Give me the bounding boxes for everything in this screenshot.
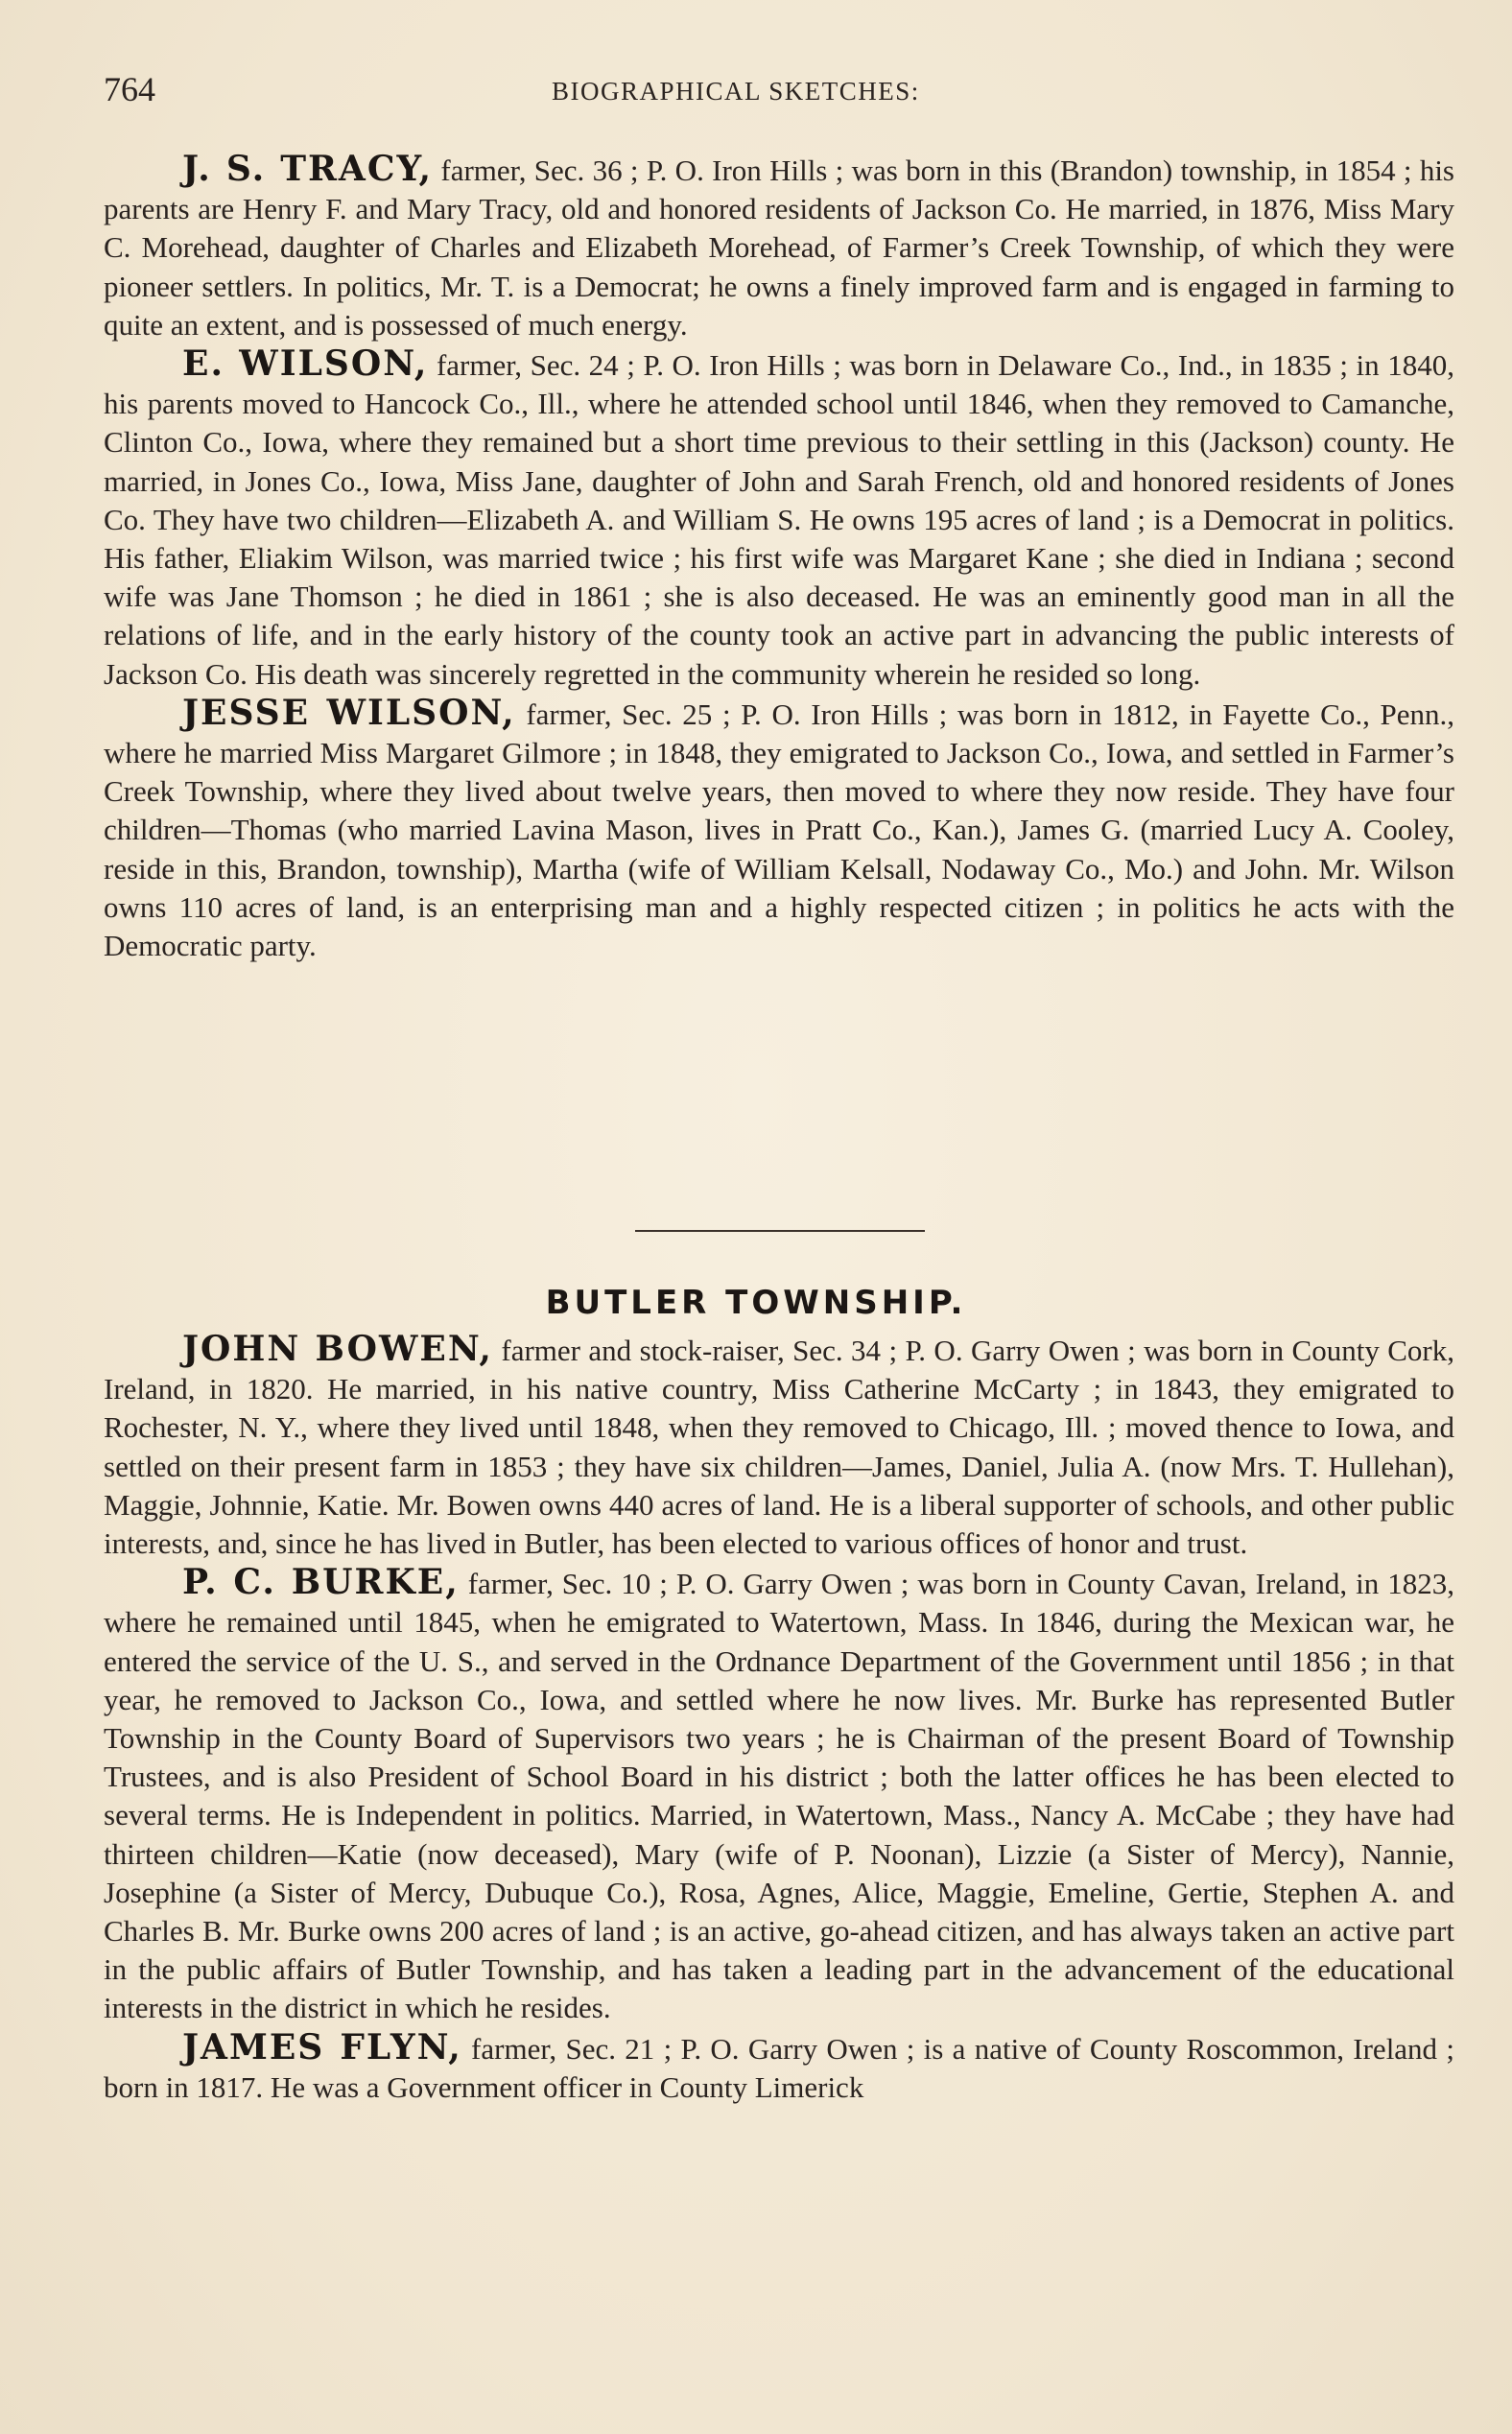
page-number: 764 [104,70,155,108]
sketch-entry-e-wilson [104,344,1454,694]
sketch-entry-flyn [104,2028,1454,2107]
entry-name: J. S. TRACY, [182,149,434,189]
entry-text: farmer, Sec. 24 ; P. O. Iron Hills ; was born in Delaware Co., Ind., in 1835 ; in 1840, his parents moved to Hancock Co., Ill., where he attended school until 1846, when they removed to Camanche, Clinton Co., Iowa, where they remained but a short time previous to their settling in this (Jackson) county. He married, in Jones Co., Iowa, Miss Jane, daughter of John and Sarah French, old and honored residents of Jones Co. They have two children—Elizabeth A. and William S. He owns 195 acres of land ; is a Democrat in politics. His father, Eliakim Wilson, was married twice ; his first wife was Margaret Kane ; she died in Indiana ; second wife was Jane Thomson ; he died in 1861 ; she is also deceased. He was an eminently good man in all the relations of life, and in the early history of the county took an active part in advancing the public interests of Jackson Co. His death was sincerely regretted in the community wherein he resided so long. [104,348,1454,691]
entry-text: farmer, Sec. 10 ; P. O. Garry Owen ; was born in County Cavan, Ireland, in 1823, where he remained until 1845, when he emigrated to Watertown, Mass. In 1846, during the Mexican war, he entered the service of the U. S., and served in the Ordnance Department of the Government until 1856 ; in that year, he removed to Jackson Co., Iowa, and settled where he now lives. Mr. Burke has represented Butler Township in the County Board of Supervisors two years ; he is Chairman of the present Board of Township Trustees, and is also President of School Board in his district ; both the latter offices he has been elected to several terms. He is Independent in politics. Married, in Watertown, Mass., Nancy A. McCabe ; they have had thirteen children—Katie (now deceased), Mary (wife of P. Noonan), Lizzie (a Sister of Mercy), Nannie, Josephine (a Sister of Mercy, Dubuque Co.), Rosa, Agnes, Alice, Maggie, Emeline, Gertie, Stephen A. and Charles B. Mr. Burke owns 200 acres of land ; is an active, go-ahead citizen, and has always taken an active part in the public affairs of Butler Township, and has taken a leading part in the advancement of the educational interests in the district in which he resides. [104,1567,1455,2025]
section-heading: BUTLER TOWNSHIP. [545,1284,967,1322]
sketches-block-lower [104,1330,1454,2107]
sketch-entry-burke [104,1563,1454,2027]
sketch-entry-tracy [104,150,1454,344]
running-head [104,69,1454,117]
entry-name: JOHN BOWEN, [182,1329,493,1369]
entry-name: P. C. BURKE, [182,1562,460,1603]
sketch-entry-jesse-wilson [104,694,1454,965]
entry-text: farmer, Sec. 21 ; P. O. Garry Owen ; is a native of County Roscommon, Ireland ; born in 1817. He was a Government officer in County Limerick [104,2031,1454,2104]
running-title: BIOGRAPHICAL SKETCHES: [552,77,920,106]
sketches-block-upper [104,150,1454,965]
entry-name: E. WILSON, [182,343,429,385]
section-divider [635,1230,925,1232]
entry-name: JAMES FLYN, [182,2026,462,2068]
entry-text: farmer, Sec. 36 ; P. O. Iron Hills ; was born in this (Brandon) township, in 1854 ; his parents are Henry F. and Mary Tracy, old and honored residents of Jackson Co. He married, in 1876, Miss Mary C. Morehead, daughter of Charles and Elizabeth Morehead, of Farmer’s Creek Township, of which they were pioneer settlers. In politics, Mr. T. is a Democrat; he owns a finely improved farm and is engaged in farming to quite an extent, and is possessed of much energy. [104,154,1454,342]
entry-text: farmer and stock-raiser, Sec. 34 ; P. O. Garry Owen ; was born in County Cork, Ireland, in 1820. He married, in his native country, Miss Catherine McCarty ; in 1843, they emigrated to Rochester, N. Y., where they lived until 1848, when they removed to Chicago, Ill. ; moved thence to Iowa, and settled on their present farm in 1853 ; they have six children—James, Daniel, Julia A. (now Mrs. T. Hullehan), Maggie, Johnnie, Katie. Mr. Bowen owns 440 acres of land. He is a liberal supporter of schools, and other public interests, and, since he has lived in Butler, has been elected to various offices of honor and trust. [104,1334,1454,1561]
sketch-entry-bowen [104,1330,1454,1563]
entry-name: JESSE WILSON, [182,692,516,733]
entry-text: farmer, Sec. 25 ; P. O. Iron Hills ; was born in 1812, in Fayette Co., Penn., where he married Miss Margaret Gilmore ; in 1848, they emigrated to Jackson Co., Iowa, and settled in Farmer’s Creek Township, where they lived about twelve years, then moved to where they now reside. They have four children—Thomas (who married Lavina Mason, lives in Pratt Co., Kan.), James G. (married Lucy A. Cooley, reside in this, Brandon, township), Martha (wife of William Kelsall, Nodaway Co., Mo.) and John. Mr. Wilson owns 110 acres of land, is an enterprising man and a highly respected citizen ; in politics he acts with the Democratic party. [104,697,1454,963]
